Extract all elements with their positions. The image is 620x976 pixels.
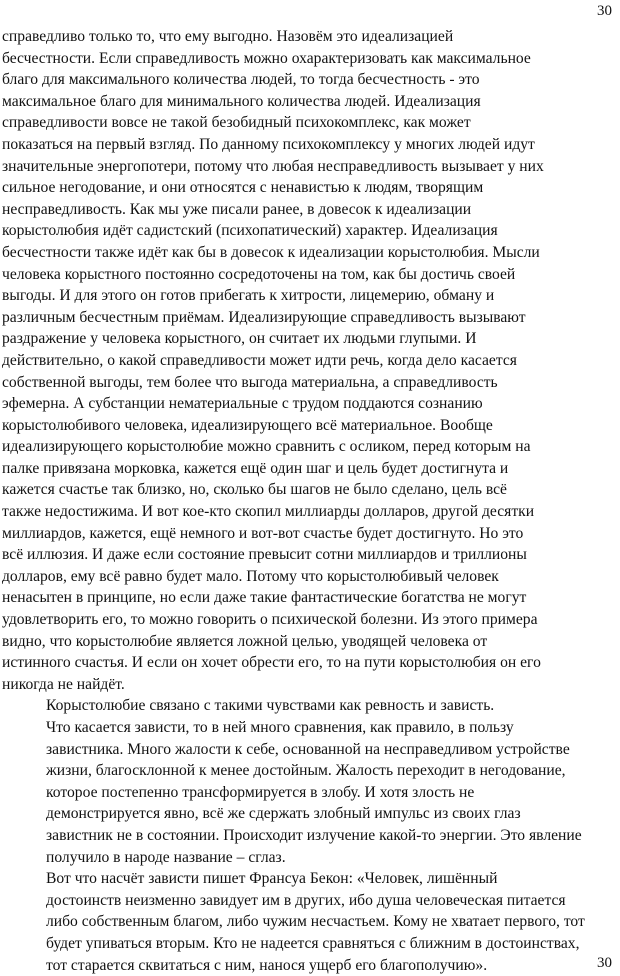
- text-line: показаться на первый взгляд. По данному психокомплексу у многих людей идут: [2, 135, 535, 153]
- paragraph-1: [2, 26, 614, 695]
- page-number-top: 30: [597, 3, 612, 19]
- text-line: идеализирующего корыстолюбие можно сравнить с осликом, перед которым на: [2, 438, 531, 456]
- text-line: различным бесчестным приёмам. Идеализирующие справедливость вызывают: [2, 308, 526, 326]
- text-line: сильное негодование, и они относятся с ненавистью к людям, творящим: [2, 179, 484, 197]
- text-line: кажется счастье так близко, но, сколько бы шагов не было сделано, цель всё: [2, 481, 507, 499]
- paragraph-4: [2, 868, 614, 976]
- text-line: Что касается зависти, то в ней много сравнения, как правило, в пользу: [46, 719, 514, 736]
- text-line: которое постепенно трансформируется в злобу. И хотя злость не: [46, 783, 475, 801]
- page-number-bottom: 30: [597, 955, 612, 971]
- text-line: истинного счастья. И если он хочет обрести его, то на пути корыстолюбия он его: [2, 654, 541, 672]
- text-line: действительно, о какой справедливости может идти речь, когда дело касается: [2, 351, 517, 369]
- text-line: видно, что корыстолюбие является ложной целью, уводящей человека от: [2, 632, 488, 650]
- text-line: тот старается сквитаться с ним, нанося ущерб его благополучию».: [46, 956, 488, 974]
- text-line: раздражение у человека корыстного, он считает их людьми глупыми. И: [2, 330, 477, 348]
- text-line: удовлетворить его, то можно говорить о психической болезни. Из этого примера: [2, 611, 538, 629]
- text-line: бесчестности также идёт как бы в довесок к идеализации корыстолюбия. Мысли: [2, 243, 540, 261]
- text-line: Вот что насчёт зависти пишет Франсуа Бекон: «Человек, лишённый: [46, 870, 498, 888]
- text-line: демонстрируется явно, всё же сдержать злобный импульс из своих глаз: [46, 805, 521, 823]
- text-line: несправедливость. Как мы уже писали ранее, в довесок к идеализации: [2, 200, 472, 218]
- text-line: благо для максимального количества людей, то тогда бесчестность - это: [2, 71, 480, 89]
- paragraph-2: [2, 695, 614, 717]
- text-line: выгоды. И для этого он готов прибегать к хитрости, лицемерию, обману и: [2, 287, 495, 305]
- text-line: собственной выгоды, тем более что выгода материальна, а справедливость: [2, 373, 498, 391]
- text-line: миллиардов, кажется, ещё немного и вот-вот счастье будет достигнуто. Но это: [2, 524, 524, 542]
- text-line: жизни, благосклонной к менее достойным. Жалость переходит в негодование,: [46, 762, 566, 780]
- text-line: бесчестности. Если справедливость можно охарактеризовать как максимальное: [2, 49, 531, 67]
- text-line: корыстолюбия идёт садистский (психопатический) характер. Идеализация: [2, 222, 498, 240]
- text-line: эфемерна. А субстанции нематериальные с трудом поддаются сознанию: [2, 395, 483, 413]
- text-line: никогда не найдёт.: [2, 675, 125, 693]
- page-text-body: [2, 26, 614, 976]
- text-line: долларов, ему всё равно будет мало. Потому что корыстолюбивый человек: [2, 567, 499, 585]
- text-line: завистник не в состоянии. Происходит излучение какой-то энергии. Это явление: [46, 826, 582, 844]
- text-line: Корыстолюбие связано с такими чувствами как ревность и зависть.: [46, 697, 495, 715]
- text-line: корыстолюбивого человека, идеализирующего всё материальное. Вообще: [2, 416, 493, 434]
- text-line: либо собственным благом, либо чужим несчастьем. Кому не хватает первого, тот: [46, 913, 585, 931]
- text-line: получило в народе название – сглаз.: [46, 848, 286, 866]
- text-line: также недостижима. И вот кое-кто скопил миллиарды долларов, другой десятки: [2, 503, 535, 521]
- text-line: значительные энергопотери, потому что любая несправедливость вызывает у них: [2, 157, 544, 175]
- text-line: ненасытен в принципе, но если даже такие фантастические богатства не могут: [2, 589, 527, 607]
- text-line: достоинств неизменно завидует им в других, ибо душа человеческая питается: [46, 891, 566, 909]
- text-line: человека корыстного постоянно сосредоточены на том, как бы достичь своей: [2, 265, 516, 283]
- paragraph-3: [2, 717, 614, 868]
- text-line: будет упиваться вторым. Кто не надеется сравняться с ближним в достоинствах,: [46, 934, 580, 952]
- text-line: палке привязана морковка, кажется ещё один шаг и цель будет достигнута и: [2, 459, 509, 477]
- text-line: максимальное благо для минимального количества людей. Идеализация: [2, 92, 481, 110]
- text-line: справедливости вовсе не такой безобидный психокомплекс, как может: [2, 114, 471, 132]
- text-line: всё иллюзия. И даже если состояние превысит сотни миллиардов и триллионы: [2, 546, 527, 564]
- text-line: справедливо только то, что ему выгодно. Назовём это идеализацией: [2, 28, 454, 45]
- text-line: завистника. Много жалости к себе, основанной на несправедливом устройстве: [46, 740, 570, 758]
